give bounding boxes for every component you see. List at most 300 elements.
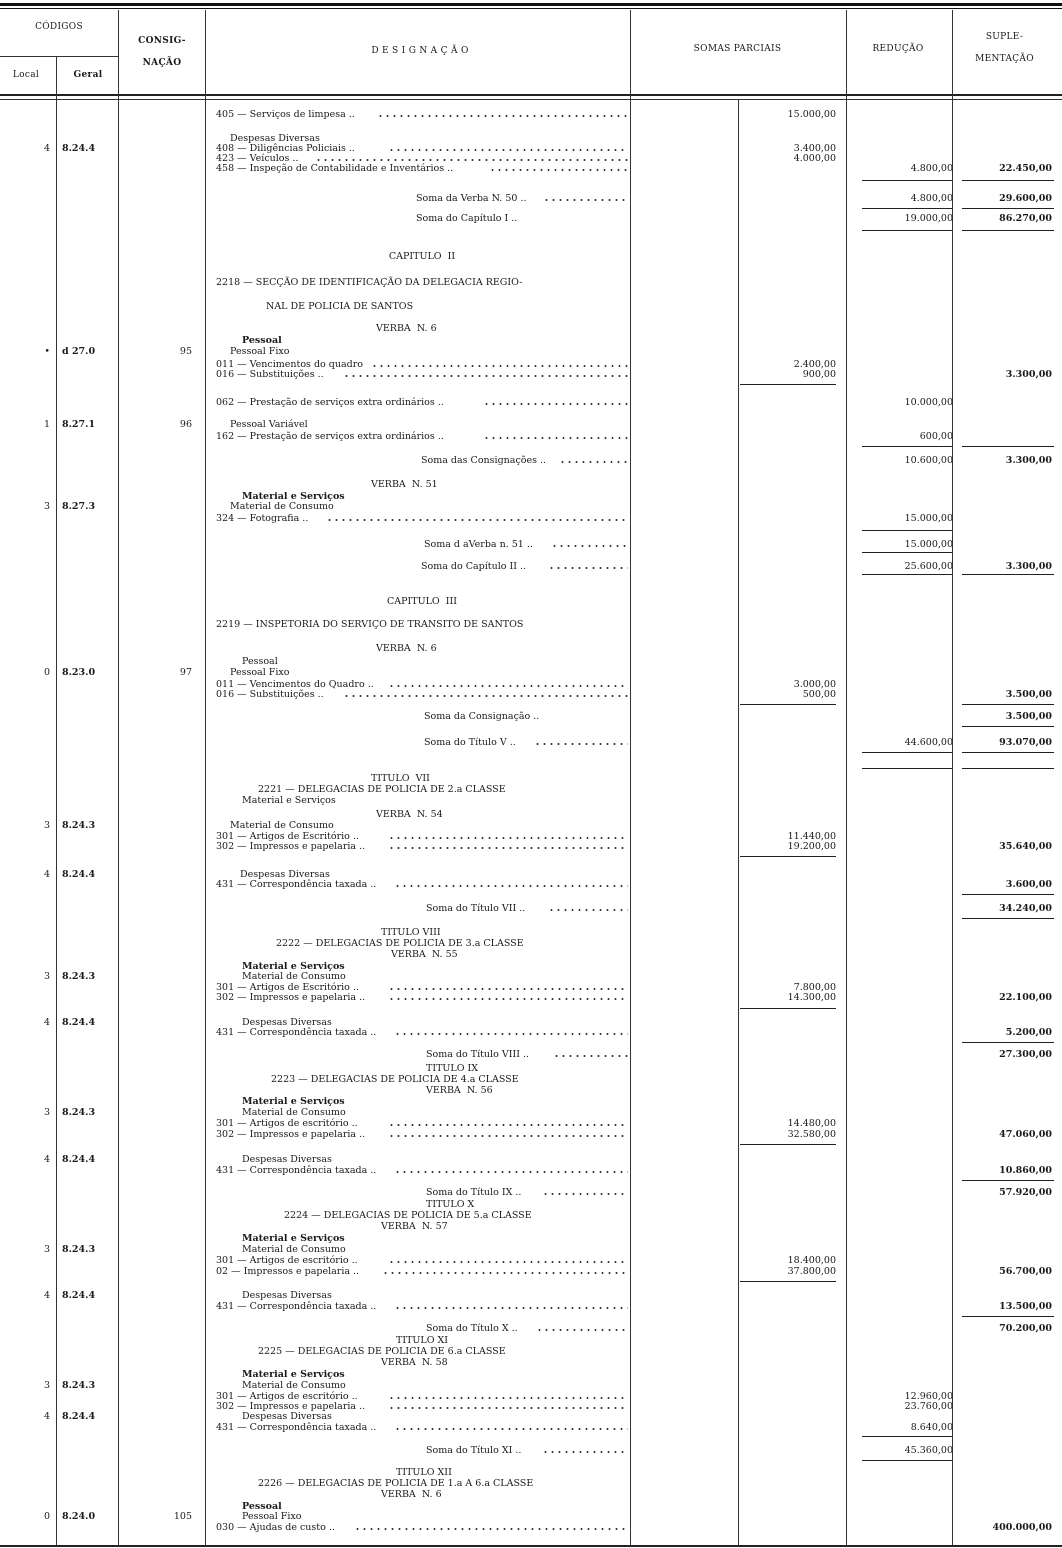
suplementacao-value: 22.450,00: [999, 163, 1052, 174]
designacao-text: VERBA N. 6: [376, 323, 437, 334]
ledger-row: [0, 214, 1062, 224]
designacao-text: 016 — Substituições ..: [216, 689, 324, 700]
ledger-row: [0, 1018, 1062, 1028]
consignacao-number: 97: [179, 667, 192, 678]
suplementacao-value: 22.100,00: [999, 992, 1052, 1003]
ledger-row: [0, 502, 1062, 512]
ledger-row: [0, 1392, 1062, 1402]
dot-leader: [542, 1189, 628, 1197]
designacao-text: Material de Consumo: [230, 820, 334, 831]
sum-rule: [962, 1180, 1054, 1181]
designacao-text: Despesas Diversas: [242, 1017, 332, 1028]
sum-rule: [862, 552, 952, 553]
designacao-text: TITULO X: [426, 1199, 475, 1210]
sum-rule: [740, 1144, 836, 1145]
sum-rule: [740, 384, 836, 385]
designacao-text: Pessoal: [242, 656, 278, 667]
sum-rule: [962, 446, 1054, 447]
designacao-text: 408 — Diligências Policiais ..: [216, 143, 355, 154]
top-border-thin: [0, 8, 1062, 9]
reducao-value: 10.000,00: [904, 397, 953, 408]
code-local: 3: [43, 1244, 50, 1255]
designacao-text: Soma das Consignações ..: [421, 455, 547, 466]
code-local: 4: [43, 869, 50, 880]
designacao-text: 431 — Correspondência taxada ..: [216, 1301, 377, 1312]
ledger-row: [0, 644, 1062, 654]
ledger-row: [0, 620, 1062, 630]
reducao-value: 23.760,00: [904, 1401, 953, 1412]
designacao-text: Soma da Verba N. 50 ..: [416, 193, 527, 204]
bottom-border: [0, 1545, 1062, 1547]
ledger-row: [0, 347, 1062, 357]
designacao-text: 302 — Impressos e papelaria ..: [216, 992, 366, 1003]
ledger-row: [0, 398, 1062, 408]
header-bottom-rule-2: [0, 99, 1062, 100]
dot-leader: [394, 1303, 628, 1311]
dot-leader: [394, 1167, 628, 1175]
ledger-row: [0, 1347, 1062, 1357]
reducao-value: 4.800,00: [910, 193, 953, 204]
suplementacao-value: 27.300,00: [999, 1049, 1052, 1060]
dot-leader: [394, 1424, 628, 1432]
ledger-row: [0, 134, 1062, 144]
reducao-value: 12.960,00: [904, 1391, 953, 1402]
ledger-row: [0, 712, 1062, 722]
sum-rule: [962, 752, 1054, 753]
suplementacao-value: 13.500,00: [999, 1301, 1052, 1312]
designacao-text: 431 — Correspondência taxada ..: [216, 879, 377, 890]
dot-leader: [354, 1524, 628, 1532]
ledger-row: [0, 456, 1062, 466]
ledger-row: [0, 1358, 1062, 1368]
designacao-text: 2223 — DELEGACIAS DE POLICIA DE 4.a CLASSE: [271, 1074, 519, 1085]
designacao-text: 2225 — DELEGACIAS DE POLICIA DE 6.a CLASSE: [258, 1346, 506, 1357]
ledger-row: [0, 252, 1062, 262]
designacao-text: 2224 — DELEGACIAS DE POLICIA DE 5.a CLASSE: [284, 1210, 532, 1221]
ledger-row: [0, 1130, 1062, 1140]
soma-parcial-value: 32.580,00: [787, 1129, 836, 1140]
ledger-row: [0, 1234, 1062, 1244]
ledger-row: [0, 1075, 1062, 1085]
designacao-text: TITULO VIII: [381, 927, 441, 938]
header-bottom-rule: [0, 94, 1062, 96]
consignacao-number: 105: [173, 1511, 192, 1522]
dot-leader: [551, 541, 628, 549]
code-geral: 8.24.3: [62, 1380, 96, 1391]
designacao-text: 2221 — DELEGACIAS DE POLICIA DE 2.a CLASSE: [258, 784, 506, 795]
code-geral: 8.24.3: [62, 1244, 96, 1255]
designacao-text: Pessoal: [242, 1501, 282, 1512]
designacao-text: VERBA N. 6: [381, 1489, 442, 1500]
dot-leader: [315, 155, 628, 163]
reducao-value: 600,00: [919, 431, 953, 442]
designacao-text: Material e Serviços: [242, 1096, 345, 1107]
ledger-row: [0, 962, 1062, 972]
designacao-text: 02 — Impressos e papelaria ..: [216, 1266, 360, 1277]
sum-rule: [962, 208, 1054, 209]
reducao-value: 4.800,00: [910, 163, 953, 174]
sum-rule: [962, 574, 1054, 575]
ledger-row: [0, 1267, 1062, 1277]
ledger-row: [0, 1336, 1062, 1346]
sum-rule: [740, 704, 836, 705]
sum-rule: [962, 894, 1054, 895]
ledger-row: [0, 1523, 1062, 1533]
sum-rule: [740, 1281, 836, 1282]
designacao-text: 431 — Correspondência taxada ..: [216, 1027, 377, 1038]
dot-leader: [559, 457, 628, 465]
designacao-text: Pessoal Variável: [230, 419, 308, 430]
designacao-text: 2222 — DELEGACIAS DE POLICIA DE 3.a CLASSE: [276, 938, 524, 949]
designacao-text: 2219 — INSPETORIA DO SERVIÇO DE TRANSITO DE SANTOS: [216, 619, 524, 630]
ledger-row: [0, 1502, 1062, 1512]
code-geral: 8.24.4: [62, 1017, 96, 1028]
dot-leader: [548, 563, 628, 571]
ledger-row: [0, 480, 1062, 490]
dot-leader: [388, 984, 628, 992]
ledger-row: [0, 1119, 1062, 1129]
dot-leader: [377, 111, 628, 119]
designacao-text: VERBA N. 54: [376, 809, 443, 820]
designacao-text: Material de Consumo: [230, 501, 334, 512]
reducao-value: 8.640,00: [910, 1422, 953, 1433]
dot-leader: [388, 1131, 628, 1139]
header-geral: Geral: [73, 70, 103, 80]
designacao-text: Material de Consumo: [242, 971, 346, 982]
designacao-text: VERBA N. 6: [376, 643, 437, 654]
ledger-row: [0, 950, 1062, 960]
reducao-value: 45.360,00: [904, 1445, 953, 1456]
designacao-text: 423 — Veículos ..: [216, 153, 299, 164]
designacao-text: 301 — Artigos de escritório ..: [216, 1255, 358, 1266]
code-local: 3: [43, 820, 50, 831]
ledger-row: [0, 164, 1062, 174]
designacao-text: 302 — Impressos e papelaria ..: [216, 841, 366, 852]
designacao-text: 016 — Substituições ..: [216, 369, 324, 380]
sum-rule: [862, 768, 952, 769]
suplementacao-value: 29.600,00: [999, 193, 1052, 204]
sum-rule: [862, 180, 952, 181]
sum-rule: [962, 726, 1054, 727]
ledger-row: [0, 1064, 1062, 1074]
ledger-row: [0, 144, 1062, 154]
designacao-text: Material de Consumo: [242, 1244, 346, 1255]
designacao-text: Material de Consumo: [242, 1107, 346, 1118]
ledger-row: [0, 1028, 1062, 1038]
code-local: 4: [43, 1290, 50, 1301]
ledger-row: [0, 1200, 1062, 1210]
reducao-value: 15.000,00: [904, 513, 953, 524]
designacao-text: 302 — Impressos e papelaria ..: [216, 1401, 366, 1412]
designacao-text: Material e Serviços: [242, 961, 345, 972]
code-local: 1: [43, 419, 50, 430]
code-geral: 8.23.0: [62, 667, 96, 678]
ledger-row: [0, 993, 1062, 1003]
suplementacao-value: 57.920,00: [999, 1187, 1052, 1198]
ledger-row: [0, 1086, 1062, 1096]
sum-rule: [962, 230, 1054, 231]
code-geral: 8.24.4: [62, 1154, 96, 1165]
header-somas-parciais: SOMAS PARCIAIS: [693, 44, 782, 54]
suplementacao-value: 56.700,00: [999, 1266, 1052, 1277]
soma-parcial-value: 500,00: [802, 689, 836, 700]
designacao-text: 431 — Correspondência taxada ..: [216, 1165, 377, 1176]
soma-parcial-value: 2.400,00: [793, 359, 836, 370]
ledger-row: [0, 432, 1062, 442]
dot-leader: [542, 1447, 628, 1455]
code-local: 3: [43, 1107, 50, 1118]
code-geral: 8.24.4: [62, 1290, 96, 1301]
sum-rule: [862, 230, 952, 231]
dot-leader: [388, 145, 628, 153]
ledger-row: [0, 1479, 1062, 1489]
sum-rule: [962, 918, 1054, 919]
suplementacao-value: 35.640,00: [999, 841, 1052, 852]
code-local: •: [44, 346, 50, 357]
designacao-text: Soma do Título IX ..: [426, 1187, 522, 1198]
suplementacao-value: 70.200,00: [999, 1323, 1052, 1334]
designacao-text: CAPITULO III: [386, 596, 457, 607]
dot-leader: [388, 843, 628, 851]
dot-leader: [326, 515, 628, 523]
suplementacao-value: 3.300,00: [1005, 369, 1052, 380]
soma-parcial-value: 4.000,00: [793, 153, 836, 164]
soma-parcial-value: 14.480,00: [787, 1118, 836, 1129]
top-border: [0, 3, 1062, 6]
ledger-row: [0, 1256, 1062, 1266]
suplementacao-value: 3.500,00: [1005, 711, 1052, 722]
header-suplementacao-1: SUPLE-: [985, 32, 1024, 42]
dot-leader: [553, 1051, 628, 1059]
header-suplementacao-2: MENTAÇÃO: [975, 54, 1034, 64]
ledger-row: [0, 278, 1062, 288]
designacao-text: VERBA N. 55: [391, 949, 458, 960]
header-reducao: REDUÇÃO: [872, 44, 924, 54]
ledger-row: [0, 832, 1062, 842]
code-local: 4: [43, 1154, 50, 1165]
ledger-row: [0, 514, 1062, 524]
ledger-row: [0, 562, 1062, 572]
designacao-text: Soma do Capítulo II ..: [421, 561, 527, 572]
designacao-text: Material e Serviços: [242, 1369, 345, 1380]
dot-leader: [388, 833, 628, 841]
header-consignacao-2: NAÇÃO: [142, 58, 182, 68]
ledger-row: [0, 983, 1062, 993]
ledger-row: [0, 796, 1062, 806]
designacao-text: Material e Serviços: [242, 1233, 345, 1244]
ledger-row: [0, 1097, 1062, 1107]
sum-rule: [962, 1042, 1054, 1043]
designacao-text: 301 — Artigos de escritório ..: [216, 1118, 358, 1129]
designacao-text: VERBA N. 51: [371, 479, 438, 490]
ledger-row: [0, 972, 1062, 982]
designacao-text: 458 — Inspeção de Contabilidade e Inventários ..: [216, 163, 454, 174]
dot-leader: [483, 433, 628, 441]
ledger-row: [0, 1412, 1062, 1422]
designacao-text: 162 — Prestação de serviços extra ordinários ..: [216, 431, 444, 442]
designacao-text: TITULO IX: [426, 1063, 479, 1074]
ledger-row: [0, 154, 1062, 164]
designacao-text: Soma do Título VII ..: [426, 903, 526, 914]
ledger-row: [0, 1155, 1062, 1165]
designacao-text: 2226 — DELEGACIAS DE POLICIA DE 1.a A 6.a CLASSE: [258, 1478, 534, 1489]
code-local: 0: [43, 1511, 50, 1522]
ledger-row: [0, 810, 1062, 820]
ledger-row: [0, 370, 1062, 380]
code-local: 3: [43, 501, 50, 512]
ledger-row: [0, 668, 1062, 678]
dot-leader: [388, 681, 628, 689]
ledger-row: [0, 939, 1062, 949]
designacao-text: Pessoal Fixo: [230, 346, 290, 357]
ledger-row: [0, 821, 1062, 831]
sum-rule: [862, 446, 952, 447]
sum-rule: [862, 1436, 952, 1437]
designacao-text: 301 — Artigos de Escritório ..: [216, 982, 359, 993]
designacao-text: Soma do Título XI ..: [426, 1445, 522, 1456]
code-local: 4: [43, 143, 50, 154]
dot-leader: [388, 1403, 628, 1411]
soma-parcial-value: 11.440,00: [787, 831, 836, 842]
dot-leader: [394, 881, 628, 889]
reducao-value: 44.600,00: [904, 737, 953, 748]
dot-leader: [388, 1120, 628, 1128]
designacao-text: Soma do Título VIII ..: [426, 1049, 530, 1060]
designacao-text: 431 — Correspondência taxada ..: [216, 1422, 377, 1433]
designacao-text: 302 — Impressos e papelaria ..: [216, 1129, 366, 1140]
designacao-text: TITULO XI: [396, 1335, 449, 1346]
designacao-text: Soma d aVerba n. 51 ..: [424, 539, 533, 550]
designacao-text: Soma do Título V ..: [424, 737, 516, 748]
designacao-text: 301 — Artigos de Escritório ..: [216, 831, 359, 842]
ledger-row: [0, 870, 1062, 880]
ledger-row: [0, 1402, 1062, 1412]
sum-rule: [962, 704, 1054, 705]
code-local: 3: [43, 1380, 50, 1391]
dot-leader: [548, 905, 628, 913]
designacao-text: Material e Serviços: [242, 795, 336, 806]
reducao-value: 25.600,00: [904, 561, 953, 572]
ledger-row: [0, 785, 1062, 795]
suplementacao-value: 5.200,00: [1005, 1027, 1052, 1038]
designacao-text: 030 — Ajudas de custo ..: [216, 1522, 335, 1533]
ledger-row: [0, 1512, 1062, 1522]
designacao-text: 405 — Serviços de limpesa ..: [216, 109, 355, 120]
ledger-row: [0, 360, 1062, 370]
soma-parcial-value: 3.400,00: [793, 143, 836, 154]
designacao-text: VERBA N. 57: [381, 1221, 448, 1232]
sum-rule: [862, 208, 952, 209]
code-geral: 8.24.3: [62, 971, 96, 982]
code-geral: 8.24.3: [62, 1107, 96, 1118]
ledger-row: [0, 110, 1062, 120]
designacao-text: VERBA N. 58: [381, 1357, 448, 1368]
soma-parcial-value: 15.000,00: [787, 109, 836, 120]
ledger-row: [0, 690, 1062, 700]
ledger-row: [0, 1370, 1062, 1380]
ledger-row: [0, 1166, 1062, 1176]
designacao-text: VERBA N. 56: [426, 1085, 493, 1096]
code-local: 4: [43, 1017, 50, 1028]
dot-leader: [394, 1029, 628, 1037]
designacao-text: Despesas Diversas: [242, 1411, 332, 1422]
designacao-text: Pessoal: [242, 335, 282, 346]
designacao-text: 062 — Prestação de serviços extra ordinários ..: [216, 397, 444, 408]
code-geral: 8.24.4: [62, 1411, 96, 1422]
suplementacao-value: 3.600,00: [1005, 879, 1052, 890]
suplementacao-value: 3.300,00: [1005, 561, 1052, 572]
ledger-row: [0, 336, 1062, 346]
designacao-text: 011 — Vencimentos do quadro: [216, 359, 363, 370]
reducao-value: 10.600,00: [904, 455, 953, 466]
designacao-text: Despesas Diversas: [240, 869, 330, 880]
ledger-row: [0, 1108, 1062, 1118]
ledger-row: [0, 1302, 1062, 1312]
designacao-text: 301 — Artigos de escritório ..: [216, 1391, 358, 1402]
ledger-row: [0, 1468, 1062, 1478]
suplementacao-value: 400.000,00: [992, 1522, 1052, 1533]
dot-leader: [388, 1257, 628, 1265]
code-local: 3: [43, 971, 50, 982]
soma-parcial-value: 7.800,00: [793, 982, 836, 993]
ledger-row: [0, 928, 1062, 938]
ledger-row: [0, 1381, 1062, 1391]
designacao-text: NAL DE POLICIA DE SANTOS: [266, 301, 414, 312]
suplementacao-value: 10.860,00: [999, 1165, 1052, 1176]
designacao-text: CAPITULO II: [388, 251, 456, 262]
ledger-row: [0, 420, 1062, 430]
code-geral: 8.24.4: [62, 869, 96, 880]
ledger-row: [0, 1446, 1062, 1456]
dot-leader: [483, 399, 628, 407]
sum-rule: [740, 856, 836, 857]
ledger-row: [0, 1211, 1062, 1221]
ledger-row: [0, 904, 1062, 914]
ledger-row: [0, 1245, 1062, 1255]
dot-leader: [371, 361, 628, 369]
dot-leader: [343, 371, 628, 379]
suplementacao-value: 47.060,00: [999, 1129, 1052, 1140]
sum-rule: [862, 574, 952, 575]
designacao-text: Despesas Diversas: [242, 1154, 332, 1165]
ledger-row: [0, 324, 1062, 334]
soma-parcial-value: 19.200,00: [787, 841, 836, 852]
code-geral: 8.27.3: [62, 501, 96, 512]
ledger-row: [0, 880, 1062, 890]
designacao-text: Despesas Diversas: [242, 1290, 332, 1301]
dot-leader: [536, 1325, 628, 1333]
suplementacao-value: 34.240,00: [999, 903, 1052, 914]
designacao-text: Despesas Diversas: [230, 133, 320, 144]
reducao-value: 19.000,00: [904, 213, 953, 224]
ledger-row: [0, 492, 1062, 502]
reducao-value: 15.000,00: [904, 539, 953, 550]
header-divider: [0, 56, 118, 57]
ledger-row: [0, 657, 1062, 667]
sum-rule: [962, 1316, 1054, 1317]
dot-leader: [382, 1268, 628, 1276]
consignacao-number: 95: [179, 346, 192, 357]
ledger-row: [0, 774, 1062, 784]
code-geral: d 27.0: [62, 346, 96, 357]
designacao-text: Pessoal Fixo: [242, 1511, 302, 1522]
dot-leader: [543, 195, 628, 203]
code-local: 0: [43, 667, 50, 678]
ledger-row: [0, 738, 1062, 748]
sum-rule: [962, 180, 1054, 181]
ledger-row: [0, 842, 1062, 852]
dot-leader: [388, 1393, 628, 1401]
